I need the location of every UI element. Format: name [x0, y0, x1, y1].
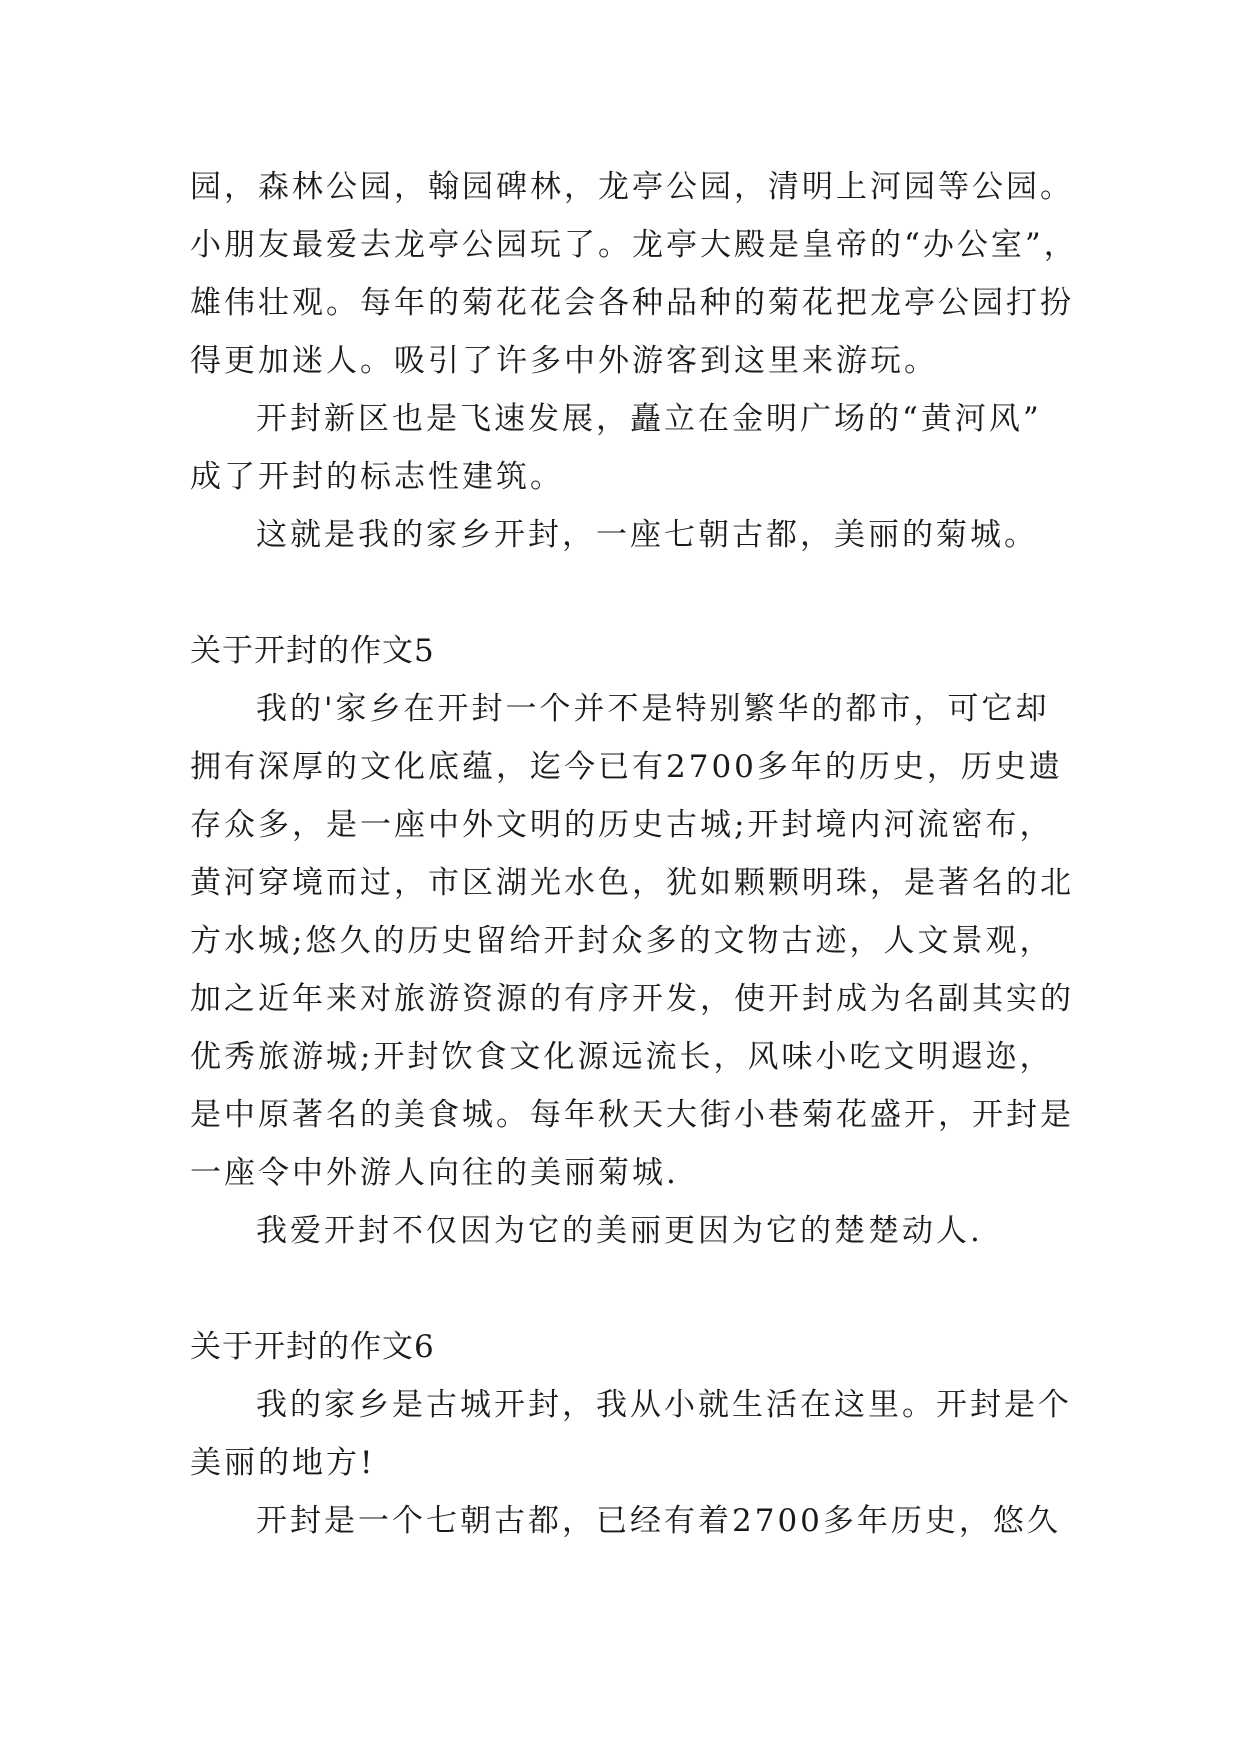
text-line: 拥有深厚的文化底蕴，迄今已有2700多年的历史，历史遗 [190, 749, 1063, 785]
text-line: 存众多，是一座中外文明的历史古城;开封境内河流密布， [190, 807, 1054, 843]
section-heading: 关于开封的作文5 [190, 633, 435, 669]
text-line: 这就是我的家乡开封，一座七朝古都，美丽的菊城。 [256, 517, 1038, 553]
text-line: 小朋友最爱去龙亭公园玩了。龙亭大殿是皇帝的“办公室”， [190, 227, 1078, 263]
text-line: 得更加迷人。吸引了许多中外游客到这里来游玩。 [190, 343, 938, 379]
text-line: 开封是一个七朝古都，已经有着2700多年历史，悠久 [256, 1503, 1061, 1539]
text-line: 成了开封的标志性建筑。 [190, 459, 564, 495]
document-page [190, 158, 1078, 1550]
text-line: 美丽的地方! [190, 1445, 376, 1481]
text-line: 我爱开封不仅因为它的美丽更因为它的楚楚动人. [256, 1213, 983, 1249]
section-gap [190, 1260, 1060, 1318]
text-line: 是中原著名的美食城。每年秋天大街小巷菊花盛开，开封是 [190, 1097, 1074, 1133]
text-line: 加之近年来对旅游资源的有序开发，使开封成为名副其实的 [190, 981, 1074, 1017]
text-line: 优秀旅游城;开封饮食文化源远流长，风味小吃文明遐迩， [190, 1039, 1054, 1075]
text-line: 黄河穿境而过，市区湖光水色，犹如颗颗明珠，是著名的北 [190, 865, 1074, 901]
section-gap [190, 564, 1060, 622]
paragraph [190, 1202, 1060, 1260]
text-line: 雄伟壮观。每年的菊花花会各种品种的菊花把龙亭公园打扮 [190, 285, 1074, 321]
paragraph [190, 506, 1060, 564]
paragraph [190, 1492, 1060, 1550]
paragraph [190, 1376, 1072, 1492]
text-line: 我的家乡是古城开封，我从小就生活在这里。开封是个 [256, 1387, 1072, 1423]
paragraph [190, 680, 1074, 1202]
text-line: 我的'家乡在开封一个并不是特别繁华的都市，可它却 [256, 691, 1050, 727]
paragraph [190, 390, 1060, 506]
paragraph [190, 158, 1078, 390]
text-line: 园，森林公园，翰园碑林，龙亭公园，清明上河园等公园。 [190, 169, 1074, 205]
text-line: 开封新区也是飞速发展，矗立在金明广场的“黄河风” [256, 401, 1042, 437]
text-line: 方水城;悠久的历史留给开封众多的文物古迹，人文景观， [190, 923, 1054, 959]
section-heading: 关于开封的作文6 [190, 1329, 435, 1365]
text-line: 一座令中外游人向往的美丽菊城. [190, 1155, 679, 1191]
